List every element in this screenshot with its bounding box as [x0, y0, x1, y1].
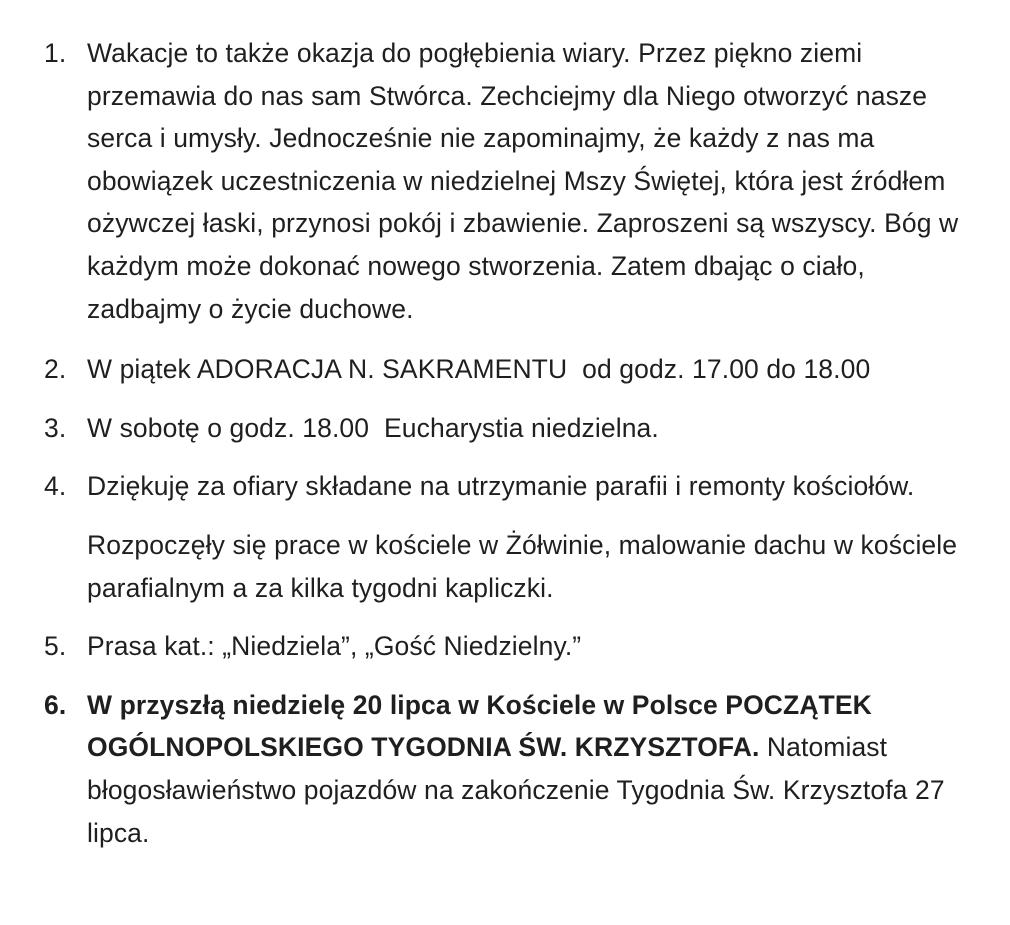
list-item — [0, 684, 967, 854]
list-item — [0, 465, 967, 609]
list-item — [0, 32, 967, 330]
item-number: 2. — [44, 354, 67, 385]
item-text: W piątek ADORACJA N. SAKRAMENTU od godz. 17.00 do 18.00 — [87, 354, 871, 385]
item-text: Prasa kat.: „Niedziela”, „Gość Niedzielny.” — [87, 631, 582, 662]
item-number: 5. — [44, 631, 67, 662]
list-item — [0, 348, 967, 391]
item-number: 6. — [44, 689, 67, 720]
list-item — [0, 407, 967, 450]
item-text-bold: W przyszłą niedzielę 20 lipca w Kościele w Polsce POCZĄTEK OGÓLNOPOLSKIEGO TYGODNIA ŚW. KRZYSZTOFA. — [87, 689, 872, 763]
item-number: 1. — [44, 38, 67, 68]
item-text: Natomiast błogosławieństwo pojazdów na zakończenie Tygodnia Św. Krzysztofa 27 lipca. — [87, 732, 945, 848]
item-text: Dziękuję za ofiary składane na utrzymanie parafii i remonty kościołów. — [87, 471, 915, 502]
list-item — [0, 625, 967, 668]
item-text: Wakacje to także okazja do pogłębienia wiary. Przez piękno ziemi przemawia do nas sam Stwórca. Zechciejmy dla Niego otworzyć nasze serca i umysły. Jednocześnie nie zapominajmy, że każdy z nas ma obowiązek uczestniczenia w niedzielnej Mszy Świętej, która jest źródłem ożywczej łaski, przynosi pokój i zbawienie. Zaproszeni są wszyscy. Bóg w każdym może dokonać nowego stworzenia. Zatem dbając o ciało, zadbajmy o życie duchowe. — [87, 38, 959, 324]
item-paragraph — [87, 684, 967, 854]
item-text: W sobotę o godz. 18.00 Eucharystia niedzielna. — [87, 412, 659, 443]
item-text-continued: Rozpoczęły się prace w kościele w Żółwinie, malowanie dachu w kościele parafialnym a za kilka tygodni kapliczki. — [87, 529, 958, 603]
announcements-list — [0, 32, 1010, 854]
item-number: 4. — [44, 471, 67, 502]
item-number: 3. — [44, 412, 67, 443]
